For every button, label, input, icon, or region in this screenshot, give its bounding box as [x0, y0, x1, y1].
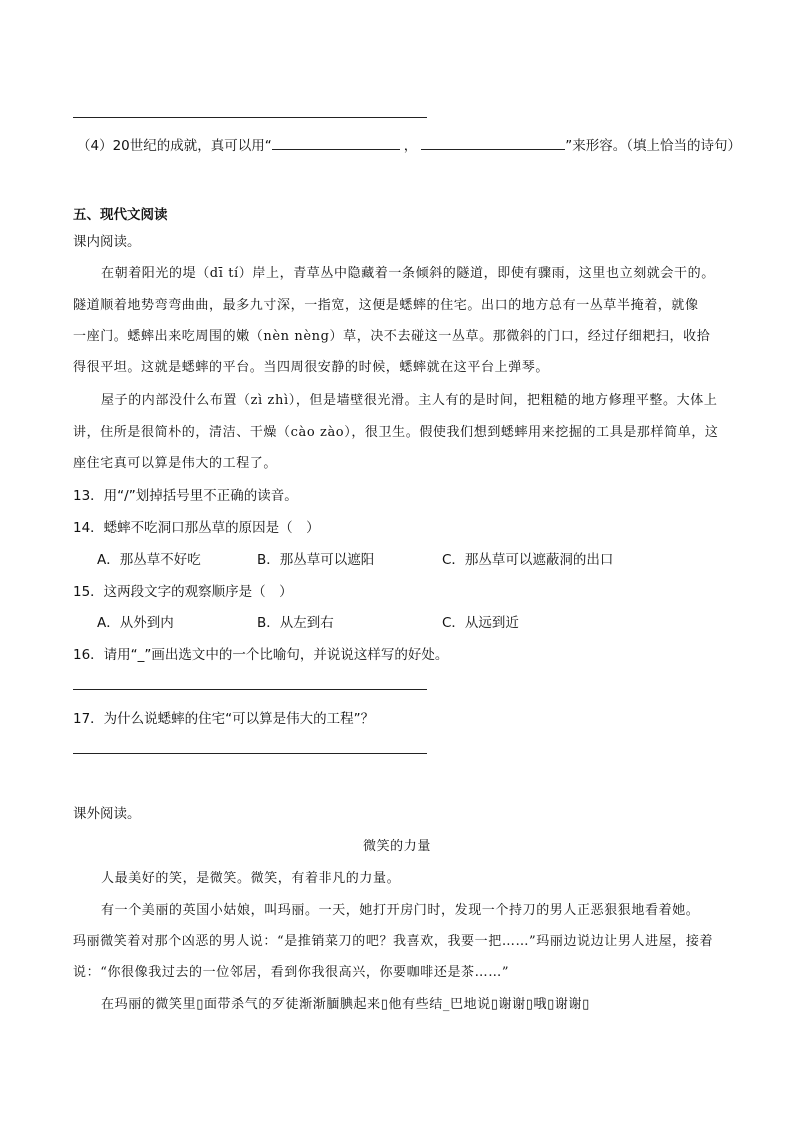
- passage1-line-1: 在朝着阳光的堤（dī tí）岸上，青草丛中隐藏着一条倾斜的隧道，即使有骤雨，这里也立刻就会干的。: [101, 266, 715, 281]
- passage1-line-4: 得很平坦。这就是蟋蟀的平台。当四周很安静的时候，蟋蟀就在这平台上弹琴。: [73, 360, 550, 375]
- story-line-2: 有一个美丽的英国小姑娘，叫玛丽。一天，她打开房门时，发现一个持刀的男人正恶狠狠地看着她。: [101, 903, 700, 918]
- question-13: 13．用“/”划掉括号里不正确的读音。: [73, 488, 298, 504]
- question-17: 17．为什么说蟋蟀的住宅“可以算是伟大的工程”？: [73, 711, 375, 727]
- passage1-line-2: 隧道顺着地势弯弯曲曲，最多九寸深，一指宽，这便是蟋蟀的住宅。出口的地方总有一丛草半掩着，就像: [73, 298, 699, 313]
- story-line-4: 说：“你很像我过去的一位邻居，看到你我很高兴，你要咖啡还是茶……”: [73, 965, 510, 980]
- story-line-1: 人最美好的笑，是微笑。微笑，有着非凡的力量。: [101, 871, 401, 886]
- story-title: 微笑的力量: [362, 839, 431, 854]
- question-4: [77, 134, 741, 154]
- q14-option-a[interactable]: A．那丛草不好吃: [97, 552, 201, 568]
- poem-blank-1[interactable]: [272, 135, 400, 150]
- passage1-line-3: 一座门。蟋蟀出来吃周围的嫩（nèn nèng）草，决不去碰这一丛草。那微斜的门口，经过仔细耙扫，收拾: [73, 329, 711, 344]
- story-line-3: 玛丽微笑着对那个凶恶的男人说：“是推销菜刀的吧？我喜欢，我要一把……”玛丽边说边让男人进屋，接着: [73, 934, 714, 949]
- passage2-line-2: 讲，住所是很简朴的，清洁、干燥（cào zào），很卫生。假使我们想到蟋蟀用来挖掘的工具是那样简单，这: [73, 425, 719, 440]
- question-4-suffix: ”来形容。（填上恰当的诗句）: [565, 138, 742, 154]
- answer-line-17[interactable]: [73, 753, 427, 754]
- passage2-line-1: 屋子的内部没什么布置（zì zhì），但是墙壁很光滑。主人有的是时间，把粗糙的地方修理平整。大体上: [101, 393, 718, 408]
- question-4-prefix: （4）20世纪的成就，真可以用“: [77, 138, 272, 154]
- question-15: 15．这两段文字的观察顺序是（ ）: [73, 584, 293, 600]
- story-line-5: 在玛丽的微笑里▯面带杀气的歹徒渐渐腼腆起来▯他有些结_巴地说▯谢谢▯哦▯谢谢▯: [101, 997, 590, 1012]
- question-16: 16．请用“_”画出选文中的一个比喻句，并说说这样写的好处。: [73, 647, 449, 663]
- question-14: 14．蟋蟀不吃洞口那丛草的原因是（ ）: [73, 520, 320, 536]
- in-class-label: 课内阅读。: [73, 234, 141, 250]
- poem-blank-2[interactable]: [421, 135, 565, 150]
- q14-option-b[interactable]: B．那丛草可以遮阳: [257, 552, 375, 568]
- q15-option-a[interactable]: A．从外到内: [97, 615, 174, 631]
- passage2-line-3: 座住宅真可以算是伟大的工程了。: [73, 456, 278, 471]
- question-4-comma: ，: [403, 138, 418, 154]
- q15-option-c[interactable]: C．从远到近: [442, 615, 519, 631]
- q14-option-c[interactable]: C．那丛草可以遮蔽洞的出口: [442, 552, 614, 568]
- q15-option-b[interactable]: B．从左到右: [257, 615, 334, 631]
- answer-line-top: [73, 117, 427, 118]
- answer-line-16[interactable]: [73, 689, 427, 690]
- extra-reading-label: 课外阅读。: [73, 806, 141, 822]
- section-heading: 五、现代文阅读: [73, 207, 168, 223]
